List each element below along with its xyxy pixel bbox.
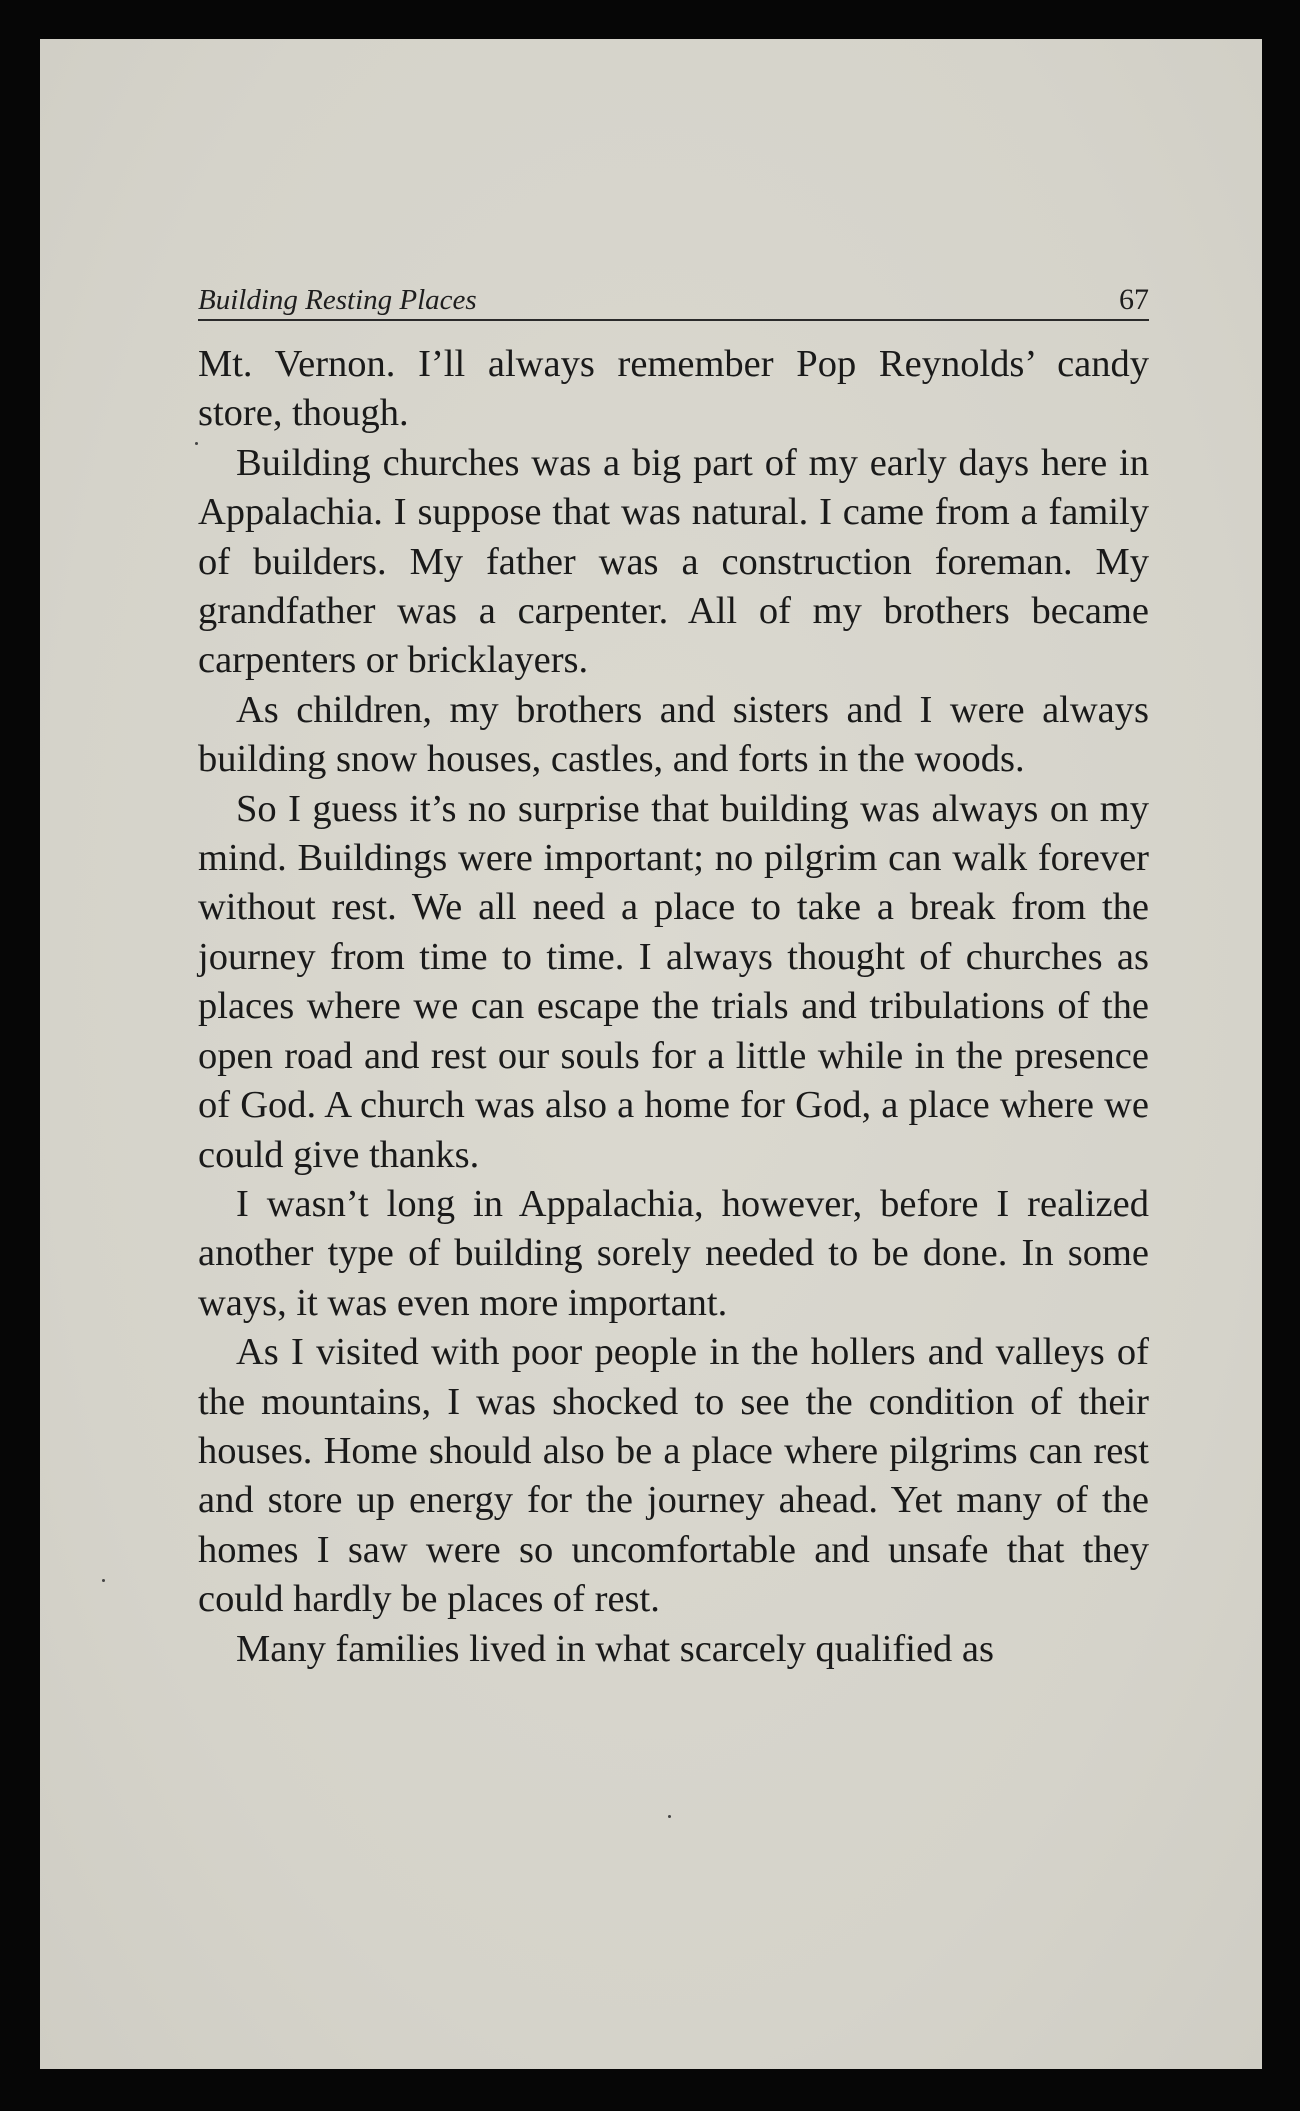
body-text [198, 340, 1149, 1674]
paragraph-7: Many families lived in what scarcely qualified as [236, 1627, 994, 1670]
paragraph-1: Mt. Vernon. I’ll always remember Pop Reynolds’ candy store, though. [198, 343, 1149, 435]
book-page [40, 39, 1262, 2069]
paragraph-5: I wasn’t long in Appalachia, however, before I realized another type of building sorely needed to be done. In some ways, it was even more important. [198, 1182, 1149, 1324]
paper-speck [195, 442, 198, 445]
paragraph-6: As I visited with poor people in the hollers and valleys of the mountains, I was shocked to see the condition of their houses. Home should also be a place where pilgrims can rest and store up energy for the journey ahead. Yet many of the homes I saw were so uncomfortable and unsafe that they could hardly be places of rest. [198, 1331, 1149, 1621]
paragraph-2: Building churches was a big part of my early days here in Appalachia. I suppose that was natural. I came from a family of builders. My father was a construction foreman. My grandfather was a carpenter. All of my brothers became carpenters or bricklayers. [198, 441, 1149, 682]
running-header [198, 281, 1149, 321]
running-title: Building Resting Places [198, 284, 477, 316]
paper-speck [102, 1579, 105, 1582]
paragraph-3: As children, my brothers and sisters and I were always building snow houses, castles, and forts in the woods. [198, 688, 1149, 781]
paper-speck [668, 1815, 671, 1818]
paragraph-4: So I guess it’s no surprise that building was always on my mind. Buildings were important; no pilgrim can walk forever without rest. We all need a place to take a break from the journey from time to time. I always thought of churches as places where we can escape the trials and tribulations of the open road and rest our souls for a little while in the presence of God. A church was also a home for God, a place where we could give thanks. [198, 787, 1149, 1176]
page-number: 67 [1119, 283, 1149, 316]
